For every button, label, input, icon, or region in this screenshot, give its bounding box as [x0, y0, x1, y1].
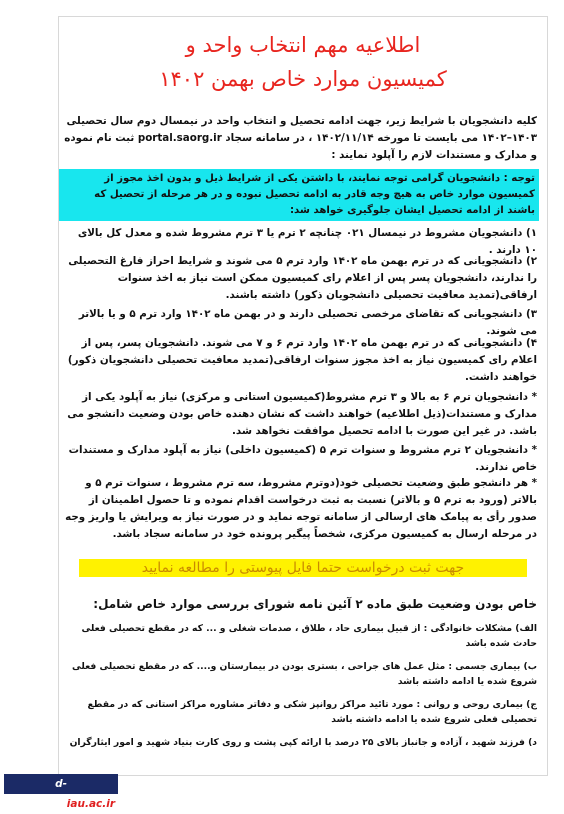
- announcement-page: [58, 16, 548, 776]
- star-note-2: * دانشجویان ۲ ترم مشروط و سنوات ترم ۵ (کمیسیون داخلی) نیاز به آپلود مدارک و مستندات خاص ندارند.: [68, 444, 537, 473]
- watermark-domain: iau.ac.ir: [66, 798, 116, 810]
- star-note-3: * هر دانشجو طبق وضعیت تحصیلی خود(دوترم مشروط، سه ترم مشروط ، سنوات ترم ۵ و بالاتر (ورود به ترم ۵ و بالاتر) نسبت به ثبت درخواست اقدام نموده و تا حصول اطمینان از صدور رأی به پیامک های ارسالی از سامانه توجه نماید و در صورت نیاز به ویرایش یا واریز وجه در مرحله ارسال به کمیسیون مرکزی، شخصاً پیگیر پرونده خود در سامانه سجاد باشد.: [65, 477, 537, 540]
- case-item-dal: د) فرزند شهید ، آزاده و جانباز بالای ۲۵ درصد با ارائه کپی پشت و روی کارت بنیاد شهید و امور ایثارگران: [69, 737, 537, 748]
- note-highlight: توجه : دانشجویان گرامی توجه نمایند، با داشتن یکی از شرایط ذیل و بدون اخذ مجوز از کمیسیون موارد خاص به هیچ وجه قادر به ادامه تحصیل نبوده و در هر مرحله از تحصیل که باشند از ادامه تحصیل ایشان جلوگیری خواهد شد:: [59, 169, 539, 221]
- special-cases-list: [59, 621, 537, 758]
- case-item-jim: ج) بیماری روحی و روانی : مورد تائید مراکز روانپز شکی و دفاتر مشاوره مراکز استانی که در مقطع تحصیلی فعلی شروع شده یا ادامه داشته باشد: [87, 699, 537, 725]
- case-item-be: ب) بیماری جسمی : مثل عمل های جراحی ، بستری بودن در بیمارستان و.... که در مقطع تحصیلی فعلی شروع شده یا ادامه داشته باشد: [72, 661, 537, 687]
- watermark-prefix: d-orumiyeh.: [6, 778, 67, 810]
- special-cases-heading: خاص بودن وضعیت طبق ماده ۲ آئین نامه شورای بررسی موارد خاص شامل:: [93, 597, 537, 611]
- case-item-alef: الف) مشکلات خانوادگی : از قبیل بیماری حاد ، طلاق ، صدمات شغلی و ... که در مقطع تحصیلی فعلی حادث شده باشد: [81, 623, 537, 649]
- title-line-2: کمیسیون موارد خاص بهمن ۱۴۰۲: [159, 67, 447, 91]
- condition-item-2: ۲) دانشجویانی که در ترم بهمن ماه ۱۴۰۲ وارد ترم ۵ می شوند و شرایط احراز فارغ التحصیلی را ندارند، دانشجویان پسر پس از اعلام رای کمیسیون ممکن است نیاز به اخذ سنوات ارفاقی(تمدید معافیت تحصیلی دانشجویان ذکور) داشته باشند.: [68, 255, 537, 301]
- intro-paragraph: کلیه دانشجویان با شرایط زیر، جهت ادامه تحصیل و انتخاب واحد در نیمسال دوم سال تحصیلی ۱۴۰۳–۱۴۰۲ می بایست تا مورخه ۱۴۰۲/۱۱/۱۴ ، در سامانه سجاد portal.saorg.ir ثبت نام نموده و مدارک و مستندات لازم را آپلود نمایند :: [64, 115, 537, 161]
- title-line-1: اطلاعیه مهم انتخاب واحد و: [185, 33, 421, 57]
- site-watermark: [4, 774, 118, 810]
- condition-item-3: ۳) دانشجویانی که تقاضای مرخصی تحصیلی دارند و در بهمن ماه ۱۴۰۲ وارد ترم ۵ و یا بالاتر می شوند.: [78, 308, 537, 337]
- star-note-1: * دانشجویان ترم ۶ به بالا و ۳ ترم مشروط(کمیسیون استانی و مرکزی) نیاز به آپلود یکی از مدارک و مستندات(ذیل اطلاعیه) خواهند داشت که نشان دهنده خاص بودن وضعیت دانشجو می باشد. در غیر این صورت با ادامه تحصیل موافقت نخواهد شد.: [67, 391, 537, 437]
- attachment-banner: جهت ثبت درخواست حتما فایل پیوستی را مطالعه نمایید: [79, 559, 527, 577]
- condition-item-1: ۱) دانشجویان مشروط در نیمسال ۰۲۱ چنانچه ۲ ترم یا ۳ ترم مشروط شده و معدل کل بالای ۱۰ دارند .: [77, 227, 537, 256]
- condition-item-4: ۴) دانشجویانی که در ترم بهمن ماه ۱۴۰۲ وارد ترم ۶ و ۷ می شوند. دانشجویان پسر، پس از اعلام رای کمیسیون نیاز به اخذ مجوز سنوات ارفاقی(تمدید معافیت تحصیلی دانشجویان ذکور) خواهند داشت.: [67, 337, 537, 383]
